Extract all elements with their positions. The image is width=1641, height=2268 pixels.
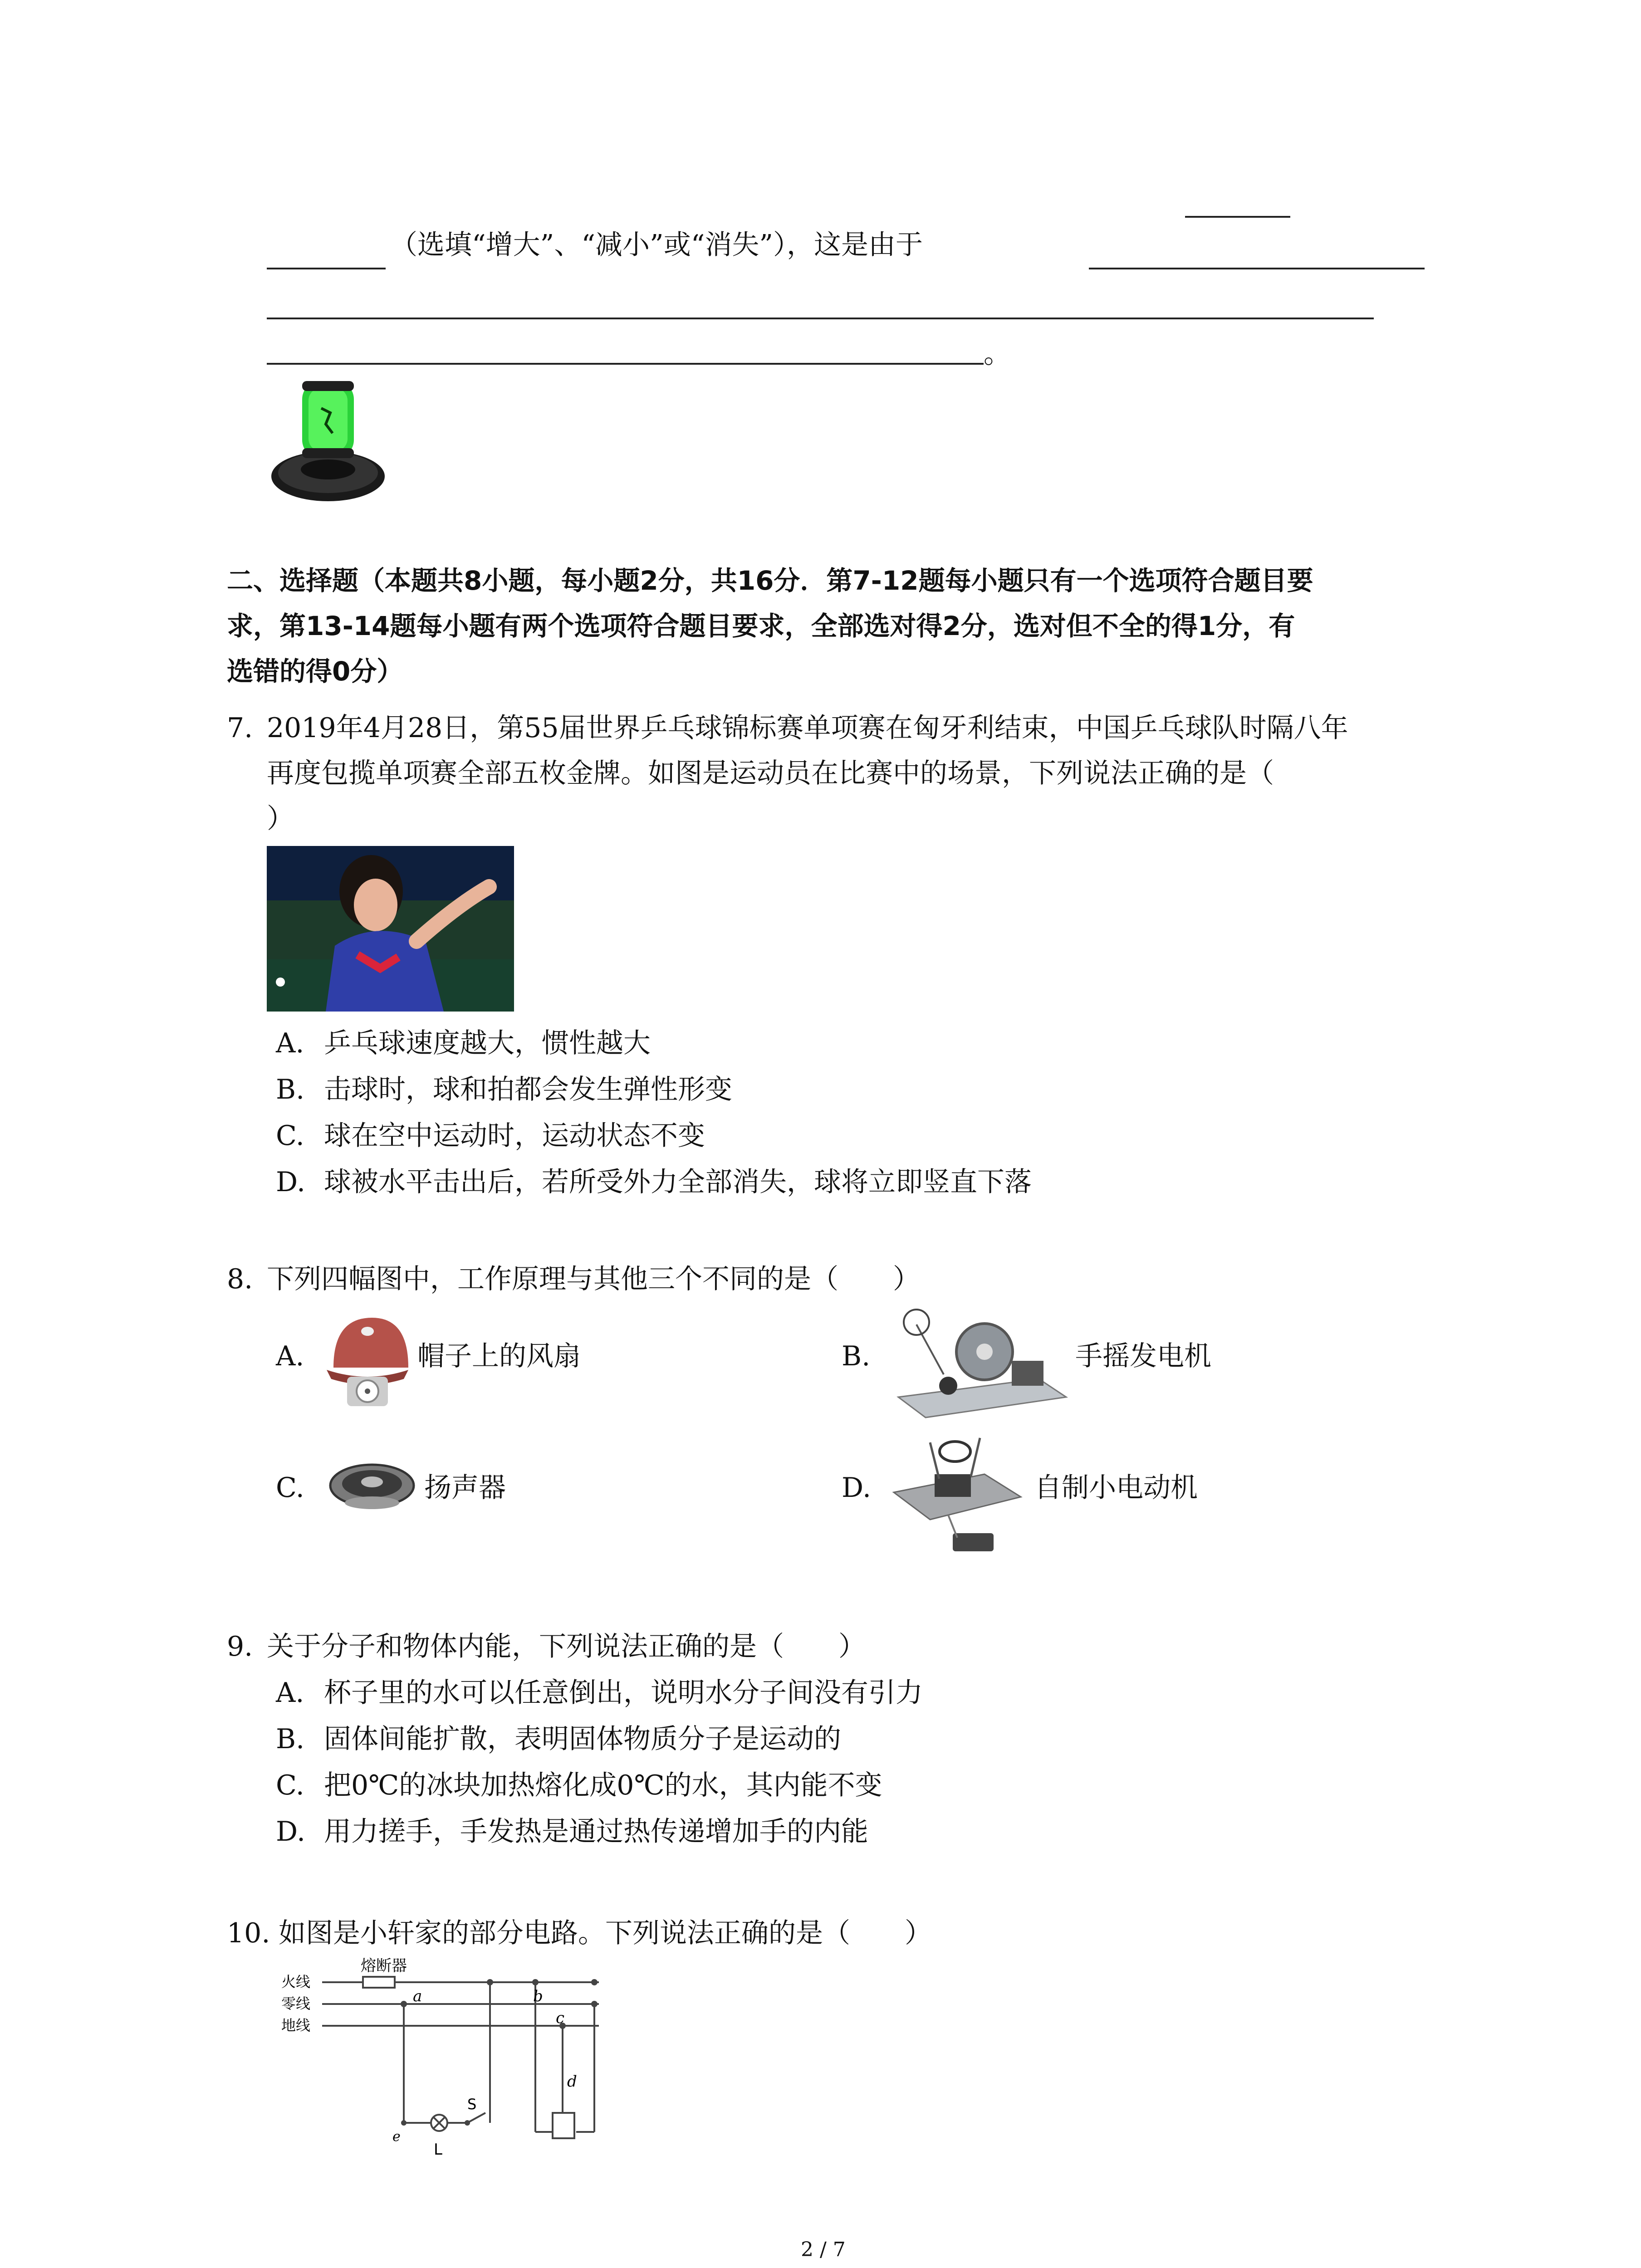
question-number: 7. <box>227 712 253 744</box>
page-number: 2 / 7 <box>801 2238 846 2261</box>
question-number: 10. <box>227 1917 270 1949</box>
point-c-label: c <box>556 2009 565 2027</box>
option-text: 球在空中运动时，运动状态不变 <box>324 1120 705 1152</box>
ground-wire-label: 地线 <box>281 2017 311 2034</box>
answer-blank <box>267 363 984 365</box>
question-number: 9. <box>227 1631 253 1662</box>
section-title: 选错的得0分） <box>227 656 403 687</box>
option-label: D. <box>276 1166 306 1198</box>
option-label: A. <box>276 1027 304 1059</box>
loudspeaker-image <box>327 1449 417 1522</box>
question-stem: 下列四幅图中，工作原理与其他三个不同的是（ ） <box>267 1263 920 1295</box>
answer-blank <box>1089 268 1425 269</box>
switch-label: S <box>467 2096 477 2113</box>
option-text: 自制小电动机 <box>1034 1472 1198 1504</box>
option-text: 扬声器 <box>424 1472 506 1504</box>
option-text: 把0℃的冰块加热熔化成0℃的水，其内能不变 <box>324 1769 882 1801</box>
option-text: 用力搓手，手发热是通过热传递增加手的内能 <box>324 1816 868 1848</box>
question-stem: 2019年4月28日，第55届世界乒乓球锦标赛单项赛在匈牙利结束，中国乒乓球队时隔八年 <box>267 712 1348 744</box>
question-stem: ） <box>267 803 294 835</box>
fuse-label: 熔断器 <box>361 1957 407 1975</box>
option-label: D. <box>276 1816 306 1848</box>
household-circuit-diagram <box>281 1950 617 2164</box>
option-label: B. <box>276 1723 305 1755</box>
option-text: 帽子上的风扇 <box>417 1340 581 1372</box>
homemade-motor-image <box>889 1424 1030 1565</box>
fill-blank-period: 。 <box>984 338 1011 370</box>
option-text: 固体间能扩散，表明固体物质分子是运动的 <box>324 1723 841 1755</box>
question-number: 8. <box>227 1263 253 1295</box>
table-tennis-player-image <box>267 846 514 1012</box>
option-label: B. <box>276 1074 305 1105</box>
option-text: 手摇发电机 <box>1075 1340 1211 1372</box>
option-text: 杯子里的水可以任意倒出，说明水分子间没有引力 <box>324 1677 923 1709</box>
point-d-label: d <box>567 2072 577 2091</box>
option-label: D. <box>842 1472 872 1504</box>
option-text: 乒乓球速度越大，惯性越大 <box>324 1027 651 1059</box>
fill-blank-text: （选填“增大”、“减小”或“消失”），这是由于 <box>390 229 923 261</box>
point-a-label: a <box>413 1987 422 2005</box>
option-label: C. <box>276 1472 304 1504</box>
answer-blank <box>267 268 386 269</box>
levitating-lamp-image <box>267 372 389 508</box>
question-stem: 如图是小轩家的部分电路。下列说法正确的是（ ） <box>279 1917 932 1949</box>
option-label: B. <box>842 1340 871 1372</box>
option-label: A. <box>276 1677 304 1709</box>
neutral-wire-label: 零线 <box>281 1995 311 2012</box>
lamp-label: L <box>434 2141 442 2159</box>
hand-generator-image <box>889 1306 1071 1420</box>
point-b-label: b <box>533 1987 543 2005</box>
question-stem: 再度包揽单项赛全部五枚金牌。如图是运动员在比赛中的场景，下列说法正确的是（ <box>267 758 1274 789</box>
point-e-label: e <box>392 2129 401 2145</box>
answer-blank <box>267 318 1374 319</box>
option-label: C. <box>276 1769 304 1801</box>
option-text: 球被水平击出后，若所受外力全部消失，球将立即竖直下落 <box>324 1166 1032 1198</box>
option-label: C. <box>276 1120 304 1152</box>
hat-fan-image <box>324 1313 411 1408</box>
section-title: 求，第13-14题每小题有两个选项符合题目要求，全部选对得2分，选对但不全的得1分，有 <box>227 611 1295 641</box>
option-label: A. <box>276 1340 304 1372</box>
live-wire-label: 火线 <box>281 1973 311 1990</box>
answer-blank <box>1185 216 1290 218</box>
question-stem: 关于分子和物体内能，下列说法正确的是（ ） <box>267 1631 866 1662</box>
option-text: 击球时，球和拍都会发生弹性形变 <box>324 1074 732 1105</box>
section-title: 二、选择题（本题共8小题，每小题2分，共16分．第7-12题每小题只有一个选项符合题目要 <box>227 565 1313 596</box>
